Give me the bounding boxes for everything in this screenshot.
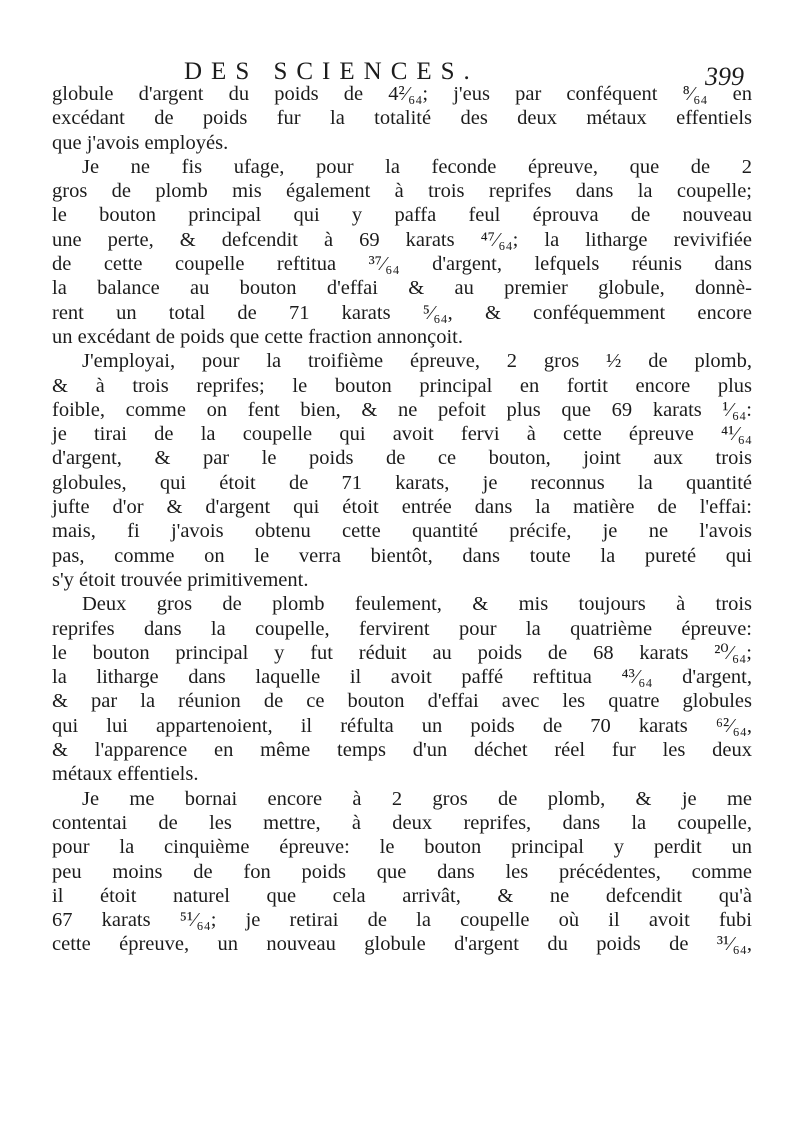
text-line: foible, comme on fent bien, & ne pefoit plus que 69 karats ¹⁄₆₄: <box>52 398 752 421</box>
text-line: un excédant de poids que cette fraction annonçoit. <box>52 325 463 348</box>
text-line: Je ne fis ufage, pour la feconde épreuve, que de 2 <box>82 155 752 178</box>
text-line: pour la cinquième épreuve: le bouton principal y perdit un <box>52 836 752 859</box>
text-line: J'employai, pour la troifième épreuve, 2 gros ½ de plomb, <box>82 350 752 373</box>
text-line: excédant de poids fur la totalité des deux métaux effentiels <box>52 107 752 130</box>
text-line: métaux effentiels. <box>52 763 199 786</box>
text-line: que j'avois employés. <box>52 131 229 154</box>
text-line: Deux gros de plomb feulement, & mis toujours à trois <box>82 593 752 616</box>
text-line: je tirai de la coupelle qui avoit fervi à cette épreuve ⁴¹⁄₆₄ <box>52 423 752 446</box>
text-line: contentai de les mettre, à deux reprifes, dans la coupelle, <box>52 811 752 834</box>
text-line: & par la réunion de ce bouton d'effai avec les quatre globules <box>52 690 752 713</box>
text-line: pas, comme on le verra bientôt, dans toute la pureté qui <box>52 544 752 567</box>
text-line: rent un total de 71 karats ⁵⁄₆₄, & conféquemment encore <box>52 301 752 324</box>
text-line: Je me bornai encore à 2 gros de plomb, & je me <box>82 787 752 810</box>
text-line: il étoit naturel que cela arrivât, & ne defcendit qu'à <box>52 884 752 907</box>
text-line: globule d'argent du poids de 4²⁄₆₄; j'eus par conféquent ⁸⁄₆₄ en <box>52 83 752 105</box>
text-line: jufte d'or & d'argent qui étoit entrée dans la matière de l'effai: <box>52 496 752 519</box>
text-line: 67 karats ⁵¹⁄₆₄; je retirai de la coupelle où il avoit fubi <box>52 909 752 932</box>
text-line: qui lui appartenoient, il réfulta un poids de 70 karats ⁶²⁄₆₄, <box>52 714 752 737</box>
text-line: la litharge dans laquelle il avoit paffé reftitua ⁴³⁄₆₄ d'argent, <box>52 666 752 689</box>
text-line: le bouton principal qui y paffa feul éprouva de nouveau <box>52 204 752 227</box>
text-line: s'y étoit trouvée primitivement. <box>52 568 309 591</box>
text-line: & l'apparence en même temps d'un déchet réel fur les deux <box>52 739 752 762</box>
body-text <box>52 82 752 957</box>
text-line: cette épreuve, un nouveau globule d'argent du poids de ³¹⁄₆₄, <box>52 933 752 956</box>
text-line: une perte, & defcendit à 69 karats ⁴⁷⁄₆₄; la litharge revivifiée <box>52 228 752 251</box>
text-line: & à trois reprifes; le bouton principal en fortit encore plus <box>52 374 752 397</box>
text-line: de cette coupelle reftitua ³⁷⁄₆₄ d'argent, lefquels réunis dans <box>52 253 752 276</box>
text-line: gros de plomb mis également à trois reprifes dans la coupelle; <box>52 180 752 203</box>
running-title: DES SCIENCES. <box>184 58 479 85</box>
text-line: la balance au bouton d'effai & au premier globule, donnè- <box>52 277 752 300</box>
text-line: reprifes dans la coupelle, fervirent pour la quatrième épreuve: <box>52 617 752 640</box>
page-number: 399 <box>705 62 744 91</box>
text-line: le bouton principal y fut réduit au poids de 68 karats ²⁰⁄₆₄; <box>52 641 752 664</box>
text-line: peu moins de fon poids que dans les précédentes, comme <box>52 860 752 883</box>
text-line: globules, qui étoit de 71 karats, je reconnus la quantité <box>52 471 752 494</box>
text-line: d'argent, & par le poids de ce bouton, joint aux trois <box>52 447 752 470</box>
text-line: mais, fi j'avois obtenu cette quantité précife, je ne l'avois <box>52 520 752 543</box>
